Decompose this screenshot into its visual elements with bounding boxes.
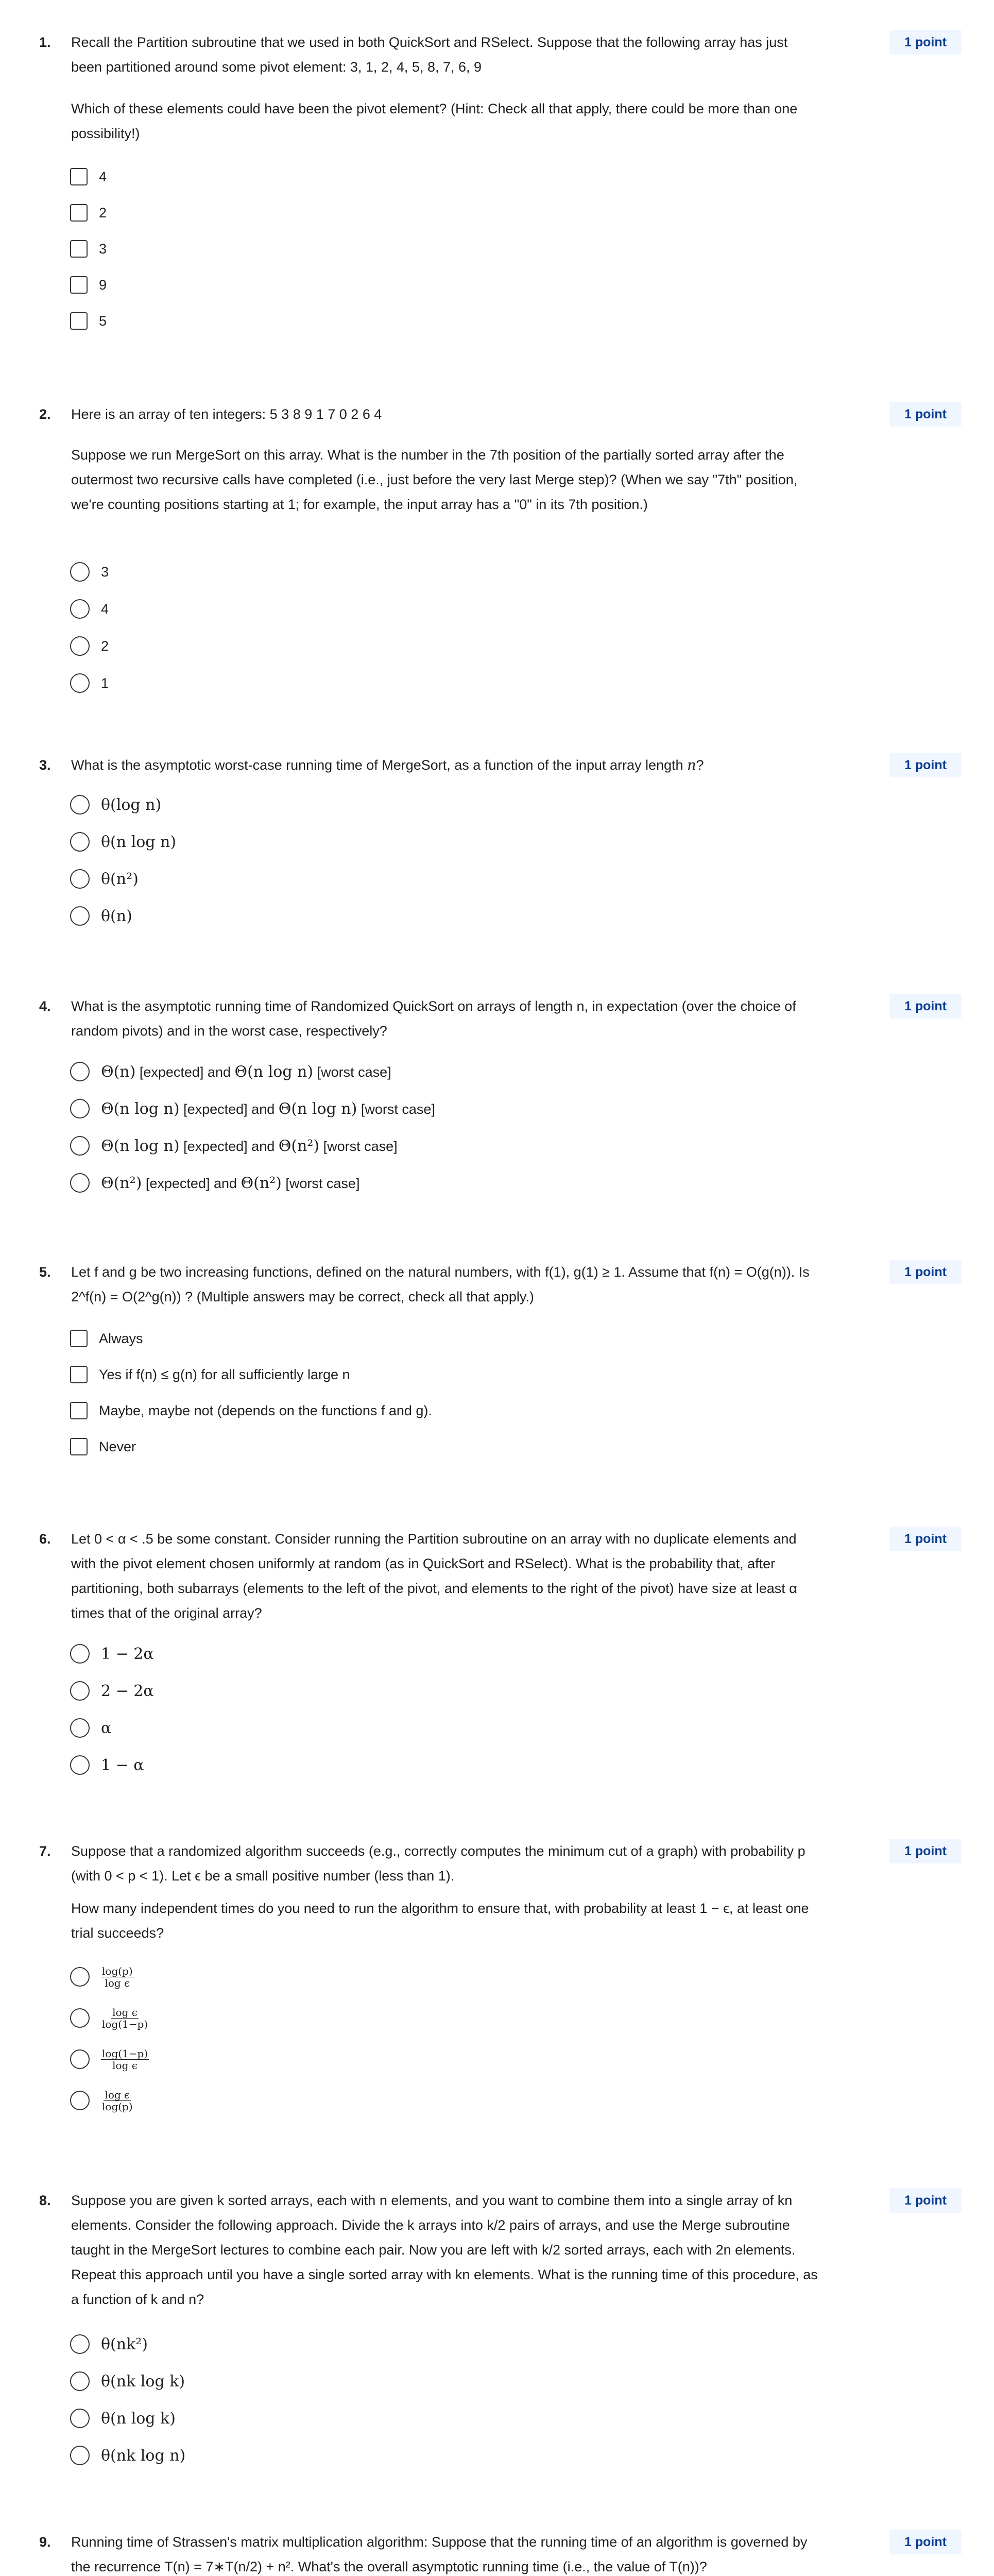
option-label: θ(nk log n) (101, 2446, 186, 2465)
option-label: Θ(n²) [expected] and Θ(n²) [worst case] (101, 1174, 360, 1192)
question-prompt: What is the asymptotic running time of Randomized QuickSort on arrays of length n, in expectation (over the choice of random pivots) and in the worst case, respectively? (71, 998, 796, 1039)
option-checkbox[interactable] (70, 1434, 136, 1460)
checkbox-icon[interactable] (70, 1438, 88, 1455)
question-prompt-2: How many independent times do you need to run the algorithm to ensure that, with probability at least 1 − ϵ, at least one trial succeeds? (71, 1901, 809, 1941)
option-radio[interactable] (70, 1641, 154, 1667)
option-label: Never (99, 1438, 136, 1454)
option-label: θ(nk²) (101, 2335, 148, 2353)
radio-icon[interactable] (70, 2008, 90, 2028)
option-radio[interactable] (70, 1170, 359, 1196)
option-label: 1 (101, 675, 109, 691)
checkbox-icon[interactable] (70, 1366, 88, 1383)
option-label: 2 (99, 205, 107, 221)
option-radio[interactable] (70, 2005, 149, 2031)
radio-icon[interactable] (70, 2371, 90, 2391)
points-badge: 1 point (889, 2530, 962, 2554)
option-label (101, 2007, 149, 2030)
option-radio[interactable] (70, 1752, 144, 1778)
option-radio[interactable] (70, 2046, 149, 2072)
question-prompt: Suppose you are given k sorted arrays, each with n elements, and you want to combine them into a single array of kn elements. Consider the following approach. Divide the k arrays into k/2 pairs of arrays, and use the Merge subroutine taught in the MergeSort lectures to combine each pair. Now you are left with k/2 sorted arrays, each with 2n elements. Repeat this approach until you have a single sorted array with kn elements. What is the running time of this procedure, as a function of k and n? (71, 2193, 818, 2307)
option-radio[interactable] (70, 559, 109, 585)
option-checkbox[interactable] (70, 272, 107, 298)
option-label: Maybe, maybe not (depends on the functions f and g). (99, 1402, 432, 1418)
option-radio[interactable] (70, 903, 132, 929)
question-number: 6. (39, 1531, 51, 1547)
radio-icon[interactable] (70, 1967, 90, 1987)
option-checkbox[interactable] (70, 164, 107, 190)
option-label: 3 (101, 564, 109, 580)
option-radio[interactable] (70, 792, 161, 818)
checkbox-icon[interactable] (70, 240, 88, 258)
points-badge: 1 point (889, 994, 962, 1019)
option-label: θ(n²) (101, 870, 139, 888)
radio-icon[interactable] (70, 1644, 90, 1664)
option-checkbox[interactable] (70, 236, 107, 262)
radio-icon[interactable] (70, 2334, 90, 2354)
option-label: Yes if f(n) ≤ g(n) for all sufficiently large n (99, 1366, 350, 1382)
checkbox-icon[interactable] (70, 312, 88, 330)
radio-icon[interactable] (70, 2049, 90, 2069)
option-radio[interactable] (70, 2368, 185, 2394)
option-label: θ(log n) (101, 795, 162, 814)
option-label: θ(n log k) (101, 2409, 176, 2428)
radio-icon[interactable] (70, 1718, 90, 1738)
radio-icon[interactable] (70, 795, 90, 815)
points-badge: 1 point (889, 30, 962, 55)
option-label: α (101, 1719, 112, 1737)
question-number: 1. (39, 35, 51, 50)
checkbox-icon[interactable] (70, 204, 88, 222)
checkbox-icon[interactable] (70, 1330, 88, 1347)
option-label: Θ(n) [expected] and Θ(n log n) [worst case] (101, 1062, 391, 1081)
points-badge: 1 point (889, 2188, 962, 2213)
option-label: Θ(n log n) [expected] and Θ(n²) [worst case] (101, 1137, 398, 1155)
option-radio[interactable] (70, 829, 176, 855)
checkbox-icon[interactable] (70, 276, 88, 294)
option-radio[interactable] (70, 1715, 111, 1741)
question-number: 9. (39, 2534, 51, 2550)
option-label: 9 (99, 277, 107, 293)
option-radio[interactable] (70, 2088, 134, 2113)
option-label: 2 (101, 638, 109, 654)
question-prompt: Suppose that a randomized algorithm succeeds (e.g., correctly computes the minimum cut of a graph) with probability p (with 0 < p < 1). Let ϵ be a small positive number (less than 1). (71, 1843, 806, 1884)
radio-icon[interactable] (70, 1681, 90, 1701)
radio-icon[interactable] (70, 1755, 90, 1775)
option-label: Always (99, 1330, 143, 1346)
option-label: 2 − 2α (101, 1682, 154, 1700)
option-label: Θ(n log n) [expected] and Θ(n log n) [worst case] (101, 1099, 435, 1118)
points-badge: 1 point (889, 402, 962, 427)
option-label: 5 (99, 313, 107, 329)
option-radio[interactable] (70, 2443, 185, 2468)
option-radio[interactable] (70, 1059, 391, 1084)
option-label (101, 2048, 149, 2071)
question-number: 8. (39, 2193, 51, 2208)
question-number: 2. (39, 406, 51, 422)
checkbox-icon[interactable] (70, 168, 88, 185)
question-number: 3. (39, 757, 51, 773)
points-badge: 1 point (889, 1260, 962, 1284)
radio-icon[interactable] (70, 2409, 90, 2428)
fraction: $\frac{\log(p)}{\text{log ϵ}}$ (102, 1964, 133, 1989)
checkbox-icon[interactable] (70, 1402, 88, 1419)
question-prompt: Here is an array of ten integers: 5 3 8 9 1 7 0 2 6 4 (71, 406, 382, 422)
question-number: 4. (39, 998, 51, 1014)
fraction: $\frac{\log(1-p)}{\text{log ϵ}}$ (102, 2047, 148, 2072)
radio-icon[interactable] (70, 1136, 90, 1156)
option-label: 4 (101, 601, 109, 617)
option-radio[interactable] (70, 2405, 176, 2431)
option-radio[interactable] (70, 1678, 154, 1704)
radio-icon[interactable] (70, 832, 90, 852)
question-number: 7. (39, 1843, 51, 1859)
option-radio[interactable] (70, 633, 109, 659)
fraction: $\frac{\text{log ϵ}}{\log(p)}$ (102, 2088, 133, 2113)
points-badge: 1 point (889, 1527, 962, 1551)
question-prompt: Running time of Strassen's matrix multiplication algorithm: Suppose that the running time of an algorithm is governed by the recurrence T(n) = 7∗T(n/2) + n². What's the overall asymptotic running time (i.e., the value of T(n))? (71, 2534, 808, 2574)
option-checkbox[interactable] (70, 308, 107, 334)
question-number: 5. (39, 1264, 51, 1280)
radio-icon[interactable] (70, 2446, 90, 2465)
option-radio[interactable] (70, 866, 139, 892)
option-radio[interactable] (70, 1133, 398, 1159)
radio-icon[interactable] (70, 599, 90, 619)
points-badge: 1 point (889, 753, 962, 777)
option-checkbox[interactable] (70, 1398, 432, 1423)
option-checkbox[interactable] (70, 200, 107, 226)
radio-icon[interactable] (70, 2091, 90, 2110)
question-prompt-2: Which of these elements could have been the pivot element? (Hint: Check all that apply, there could be more than one possibility!) (71, 101, 798, 141)
radio-icon[interactable] (70, 673, 90, 693)
option-label: 1 − 2α (101, 1645, 154, 1663)
option-checkbox[interactable] (70, 1326, 143, 1351)
option-label: θ(nk log k) (101, 2372, 185, 2391)
option-radio[interactable] (70, 1964, 134, 1990)
question-prompt-2: Suppose we run MergeSort on this array. What is the number in the 7th position of the partially sorted array after the outermost two recursive calls have completed (i.e., just before the very last Merge step)? (When we say "7th" position, we're counting positions starting at 1; for example, the input array has a "0" in its 7th position.) (71, 447, 798, 512)
option-label (101, 1965, 134, 1989)
radio-icon[interactable] (70, 1062, 90, 1081)
option-label: 4 (99, 168, 107, 184)
option-checkbox[interactable] (70, 1362, 350, 1387)
points-badge: 1 point (889, 1839, 962, 1863)
radio-icon[interactable] (70, 869, 90, 889)
option-label (101, 2089, 134, 2112)
question-prompt: Let 0 < α < .5 be some constant. Consider running the Partition subroutine on an array with no duplicate elements and with the pivot element chosen uniformly at random (as in QuickSort and RSelect). What is the probability that, after partitioning, both subarrays (elements to the left of the pivot, and elements to the right of the pivot) have size at least α times that of the original array? (71, 1531, 797, 1621)
radio-icon[interactable] (70, 1099, 90, 1118)
question-prompt: Let f and g be two increasing functions, defined on the natural numbers, with f(1), g(1) ≥ 1. Assume that f(n) = O(g(n)). Is 2^f(n) = O(2^g(n)) ? (Multiple answers may be correct, check all that apply.) (71, 1264, 810, 1304)
option-label: θ(n log n) (101, 833, 177, 851)
radio-icon[interactable] (70, 636, 90, 656)
option-radio[interactable] (70, 670, 109, 696)
fraction: $\frac{\text{log ϵ}}{\log(1-p)}$ (102, 2006, 148, 2030)
option-label: 3 (99, 241, 107, 257)
option-radio[interactable] (70, 596, 109, 622)
question-prompt: What is the asymptotic worst-case running time of MergeSort, as a function of the input array length n? (71, 757, 704, 773)
radio-icon[interactable] (70, 1173, 90, 1193)
radio-icon[interactable] (70, 562, 90, 582)
option-label: θ(n) (101, 907, 132, 925)
question-prompt: Recall the Partition subroutine that we used in both QuickSort and RSelect. Suppose that the following array has just been partitioned around some pivot element: 3, 1, 2, 4, 5, 8, 7, 6, 9 (71, 35, 788, 75)
radio-icon[interactable] (70, 906, 90, 926)
option-radio[interactable] (70, 1096, 435, 1122)
option-radio[interactable] (70, 2331, 148, 2357)
option-label: 1 − α (101, 1756, 144, 1774)
